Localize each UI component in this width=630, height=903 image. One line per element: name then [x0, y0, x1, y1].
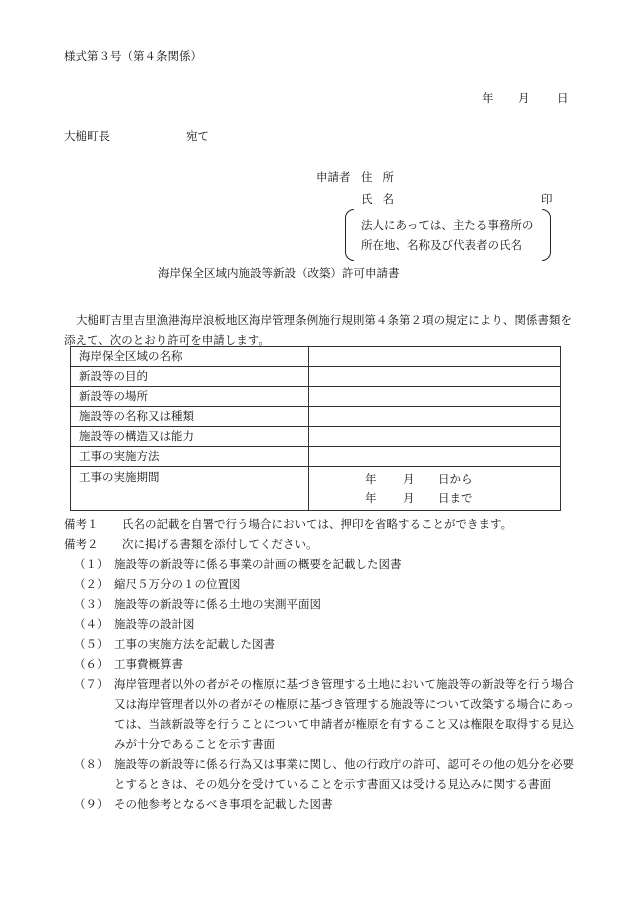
attachment-item [64, 634, 574, 654]
attachment-number: （２） [74, 577, 109, 591]
applicant-label: 申請者 [316, 170, 351, 184]
attachment-item [64, 614, 574, 634]
row-label: 海岸保全区域の名称 [71, 347, 309, 367]
row-value-field[interactable] [309, 387, 561, 407]
row-label: 新設等の目的 [71, 367, 309, 387]
form-number: 様式第３号（第４条関係） [64, 49, 202, 63]
left-bracket [345, 209, 354, 261]
document-title: 海岸保全区域内施設等新設（改築）許可申請書 [158, 266, 400, 280]
row-value-field[interactable] [309, 347, 561, 367]
attachment-item [64, 554, 574, 574]
attachment-text: 施設等の新設等に係る行為又は事業に関し、他の行政庁の許可、認可その他の処分を必要とするときは、その処分を受けていることを示す書面又は受ける見込みに関する書面 [114, 757, 574, 791]
period-to-month: 月 [403, 490, 415, 505]
period-label: 工事の実施期間 [71, 467, 309, 511]
attachment-number: （８） [74, 757, 109, 771]
date-year-label: 年 [482, 91, 494, 105]
applicant-address-label: 住所 [361, 170, 404, 184]
applicant-note-line1: 法人にあっては、主たる事務所の [361, 218, 534, 232]
table-row [71, 447, 561, 467]
attachment-number: （４） [74, 617, 109, 631]
seal-mark: 印 [541, 192, 553, 206]
addressee-name: 大槌町長 [64, 129, 110, 143]
row-label: 工事の実施方法 [71, 447, 309, 467]
attachment-item [64, 794, 574, 814]
attachment-item [64, 574, 574, 594]
row-value-field[interactable] [309, 427, 561, 447]
attachment-text: 施設等の新設等に係る土地の実測平面図 [114, 597, 321, 611]
applicant-note [345, 209, 551, 261]
attachment-number: （６） [74, 657, 109, 671]
body-paragraph: 大槌町吉里吉里漁港海岸浪板地区海岸管理条例施行規則第４条第２項の規定により、関係書類を添えて、次のとおり許可を申請します。 [64, 313, 572, 347]
period-to [317, 489, 552, 508]
table-row [71, 387, 561, 407]
period-from-day: 日から [438, 471, 473, 486]
attachment-item [64, 594, 574, 614]
row-label: 施設等の構造又は能力 [71, 427, 309, 447]
table-row [71, 347, 561, 367]
date-month-label: 月 [518, 91, 530, 105]
table-row-period [71, 467, 561, 511]
period-from-year: 年 [365, 471, 377, 486]
period-field[interactable] [309, 467, 561, 511]
attachment-number: （１） [74, 557, 109, 571]
row-label: 新設等の場所 [71, 387, 309, 407]
attachment-item [64, 754, 574, 794]
attachment-text: 工事費概算書 [114, 657, 183, 671]
attachment-number: （５） [74, 637, 109, 651]
attachment-number: （３） [74, 597, 109, 611]
attachment-text: 施設等の設計図 [114, 617, 195, 631]
applicant-note-line2: 所在地、名称及び代表者の氏名 [361, 238, 522, 252]
period-to-year: 年 [365, 490, 377, 505]
attachment-text: 工事の実施方法を記載した図書 [114, 637, 275, 651]
table-row [71, 367, 561, 387]
applicant-name-label: 氏名 [361, 192, 404, 206]
row-value-field[interactable] [309, 407, 561, 427]
attachment-text: 海岸管理者以外の者がその権原に基づき管理する土地において施設等の新設等を行う場合又は海岸管理者以外の者がその権原に基づき管理する施設等について改築する場合にあっては、当該新設等を行うことについて申請者が権原を有すること又は権限を取得する見込みが十分であることを示す書面 [114, 677, 574, 751]
period-from-month: 月 [403, 471, 415, 486]
table-row [71, 427, 561, 447]
attachment-text: 施設等の新設等に係る事業の計画の概要を記載した図書 [114, 557, 402, 571]
attachment-item [64, 654, 574, 674]
attachment-text: その他参考となるべき事項を記載した図書 [114, 797, 333, 811]
remark-text: 次に掲げる書類を添付してください。 [122, 537, 318, 551]
remark-text: 氏名の記載を自署で行う場合においては、押印を省略することができます。 [122, 517, 513, 531]
table-row [71, 407, 561, 427]
attachment-text: 縮尺５万分の１の位置図 [114, 577, 241, 591]
period-to-day: 日まで [438, 490, 473, 505]
row-value-field[interactable] [309, 447, 561, 467]
right-bracket [542, 209, 551, 261]
remark-label: 備考１ [64, 517, 99, 531]
remarks-section [64, 514, 574, 814]
row-label: 施設等の名称又は種類 [71, 407, 309, 427]
remark-label: 備考２ [64, 537, 99, 551]
period-from [317, 470, 552, 489]
addressee-suffix: 宛て [186, 129, 209, 143]
attachment-number: （７） [74, 677, 109, 691]
row-value-field[interactable] [309, 367, 561, 387]
application-table [70, 346, 561, 511]
remark-1 [64, 514, 574, 534]
attachment-number: （９） [74, 797, 109, 811]
remark-2 [64, 534, 574, 554]
date-day-label: 日 [557, 91, 569, 105]
attachment-item [64, 674, 574, 754]
